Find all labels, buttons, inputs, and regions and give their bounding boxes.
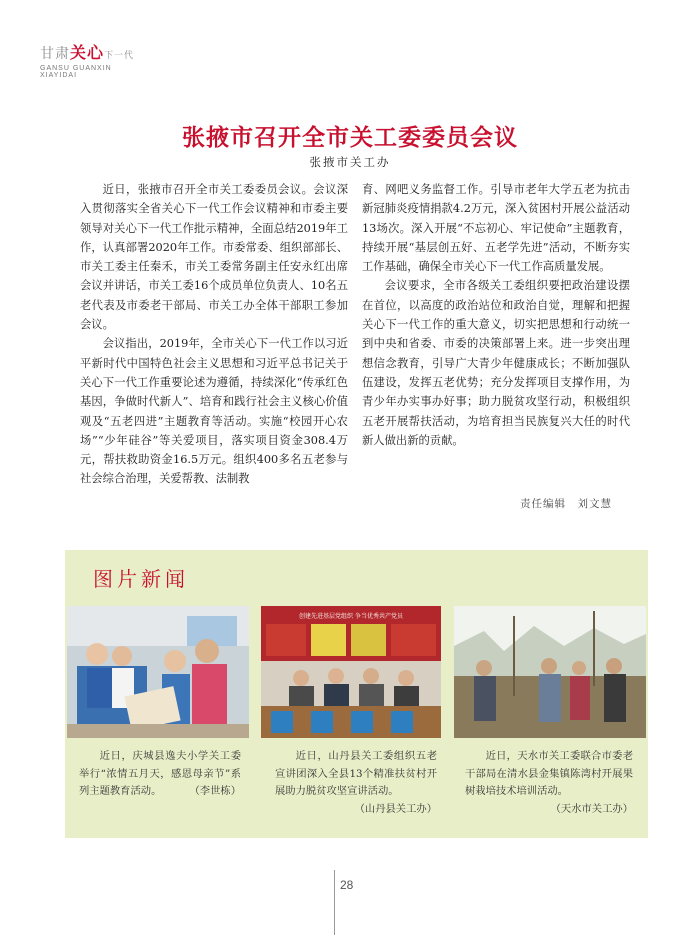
paragraph: 会议指出，2019年，全市关心下一代工作以习近平新时代中国特色社会主义思想和习近平总书记关于关心下一代工作重要论述为遵循，持续深化“传承红色基因，争做时代新人”、培育和践行社会主义核心价值观及“五老四进”主题教育等活动。实施“校园开心农场”“少年硅谷”等关爱项目，落实项目资金308.4万元，帮扶救助资金16.5万元。组织400多名五老参与社会综合治理，关爱帮教、法制教 bbox=[80, 337, 348, 486]
photo-orchard-training bbox=[454, 606, 646, 738]
photo-caption-3 bbox=[465, 748, 633, 818]
page-number: 28 bbox=[340, 878, 354, 892]
paragraph: 近日，张掖市召开全市关工委委员会议。会议深入贯彻落实全省关心下一代工作会议精神和市委主要领导对关心下一代工作批示精神，全面总结2019年工作，认真部署2020年工作。市委常委、组织部部长、市关工委主任秦禾，市关工委常务副主任安永红出席会议并讲话，市关工委16个成员单位负责人、10名五老代表及市委老干部局、市关工办全体干部职工参加会议。 bbox=[80, 183, 348, 332]
photo-caption-2 bbox=[275, 748, 437, 818]
paragraph: 会议要求，全市各级关工委组织要把政治建设摆在首位，以高度的政治站位和政治自觉，理解和把握关心下一代工作的重大意义，切实把思想和行动统一到中央和省委、市委的决策部署上来。进一步突出理想信念教育，引导广大青少年健康成长；不断加强队伍建设，发挥五老优势；充分发挥项目支撑作用，为青少年办实事办好事；助力脱贫攻坚行动，积极组织五老开展帮扶活动，为培育担当民族复兴大任的时代新人做出新的贡献。 bbox=[362, 279, 630, 447]
logo-english-line2: XIAYIDAI bbox=[40, 72, 78, 79]
article-column-left bbox=[80, 180, 348, 489]
banner-text: 创建先进基层党组织 争当优秀共产党员 bbox=[299, 613, 403, 620]
magazine-logo bbox=[40, 40, 150, 90]
responsible-editor: 责任编辑 刘文慧 bbox=[520, 498, 612, 510]
photo-news-section bbox=[65, 550, 648, 838]
caption-text: 近日，天水市关工委联合市委老干部局在清水县金集镇陈湾村开展果树栽培技术培训活动。 bbox=[465, 750, 633, 797]
paragraph-continued: 育、网吧义务监督工作。引导市老年大学五老为抗击新冠肺炎疫情捐款4.2万元，深入贫困村开展公益活动13场次。深入开展“不忘初心、牢记使命”主题教育，持续开展“基层创五好、五老学先进”活动，不断夯实工作基础，确保全市关心下一代工作高质量发展。 bbox=[362, 183, 630, 274]
caption-source: （李世栋） bbox=[189, 785, 241, 797]
page-divider-line bbox=[334, 870, 335, 935]
logo-chinese: 甘肃关心下一代 bbox=[40, 43, 135, 62]
caption-text: 近日，庆城县逸夫小学关工委举行“浓情五月天，感恩母亲节”系列主题教育活动。 bbox=[79, 750, 241, 797]
photo-caption-1 bbox=[79, 748, 241, 801]
photo-lecture-meeting bbox=[261, 606, 441, 738]
photo-mothers-day-activity bbox=[67, 606, 249, 738]
caption-text: 近日，山丹县关工委组织五老宣讲团深入全县13个精准扶贫村开展助力脱贫攻坚宣讲活动。 bbox=[275, 750, 437, 797]
caption-source: （山丹县关工办） bbox=[354, 802, 437, 815]
article-column-right bbox=[362, 180, 630, 450]
photo-news-title: 图片新闻 bbox=[93, 567, 189, 591]
caption-source: （天水市关工办） bbox=[550, 802, 633, 815]
article-title: 张掖市召开全市关工委委员会议 bbox=[182, 124, 518, 151]
logo-english-line1: GANSU GUANXIN bbox=[40, 65, 112, 72]
article-author: 张掖市关工办 bbox=[309, 155, 391, 169]
